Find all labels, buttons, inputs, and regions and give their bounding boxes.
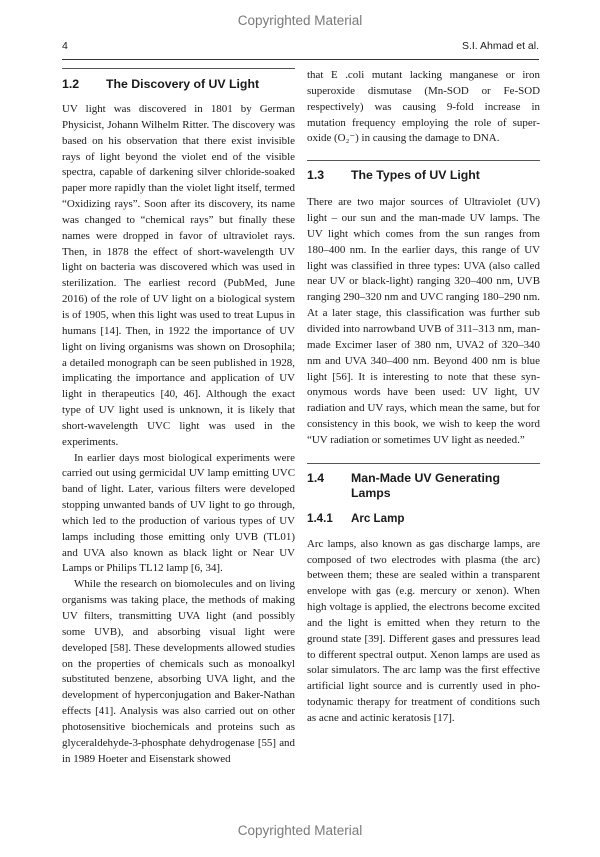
watermark-top: Copyrighted Material <box>237 13 363 28</box>
section-rule <box>307 463 540 464</box>
subsection-title: Arc Lamp <box>351 511 405 525</box>
section-number: 1.2 <box>62 77 80 91</box>
section-heading-1-3 <box>307 168 540 183</box>
section-heading-1-4 <box>307 471 540 501</box>
paragraph: There are two major sources of Ultraviolet (UV) light – our sun and the man-made UV lamps. The UV light which comes from the sun ranges from 180–400 nm. In the earlier days, this range of UV light was classified in three types: UVA (also called near UV or black-light) ranging 320–400 nm, UVB ranging 290–320 nm and UVC ranging 180–290 nm. At a later stage, this classification was further sub divided into narrowband UVB of 311–313 nm, man-made Excimer laser of 380 nm, UVA2 of 320–340 nm and UVA 340–400 nm. Beyond 400 nm is blue light [56]. It is interesting to note that these synonymous words have been used: UV light, UV radiation and UV rays, which mean the same, but for consistency in this book, we wish to keep the word “UV radiation or sometimes UV light as needed.” <box>307 196 540 446</box>
paragraph: While the research on biomolecules and on living organisms was taking place, the methods of making UV filters, transmitting UVA light (and possibly some UVB), and absorbing visual light were developed [58]. These developments allowed studies on the properties of chemicals such as monoalkyl substituted benzene, absorbing UVA light, and the development of hyperconjugation and Baker-Nathan effects [41]. Analysis was also carried out on other photosensitive biochemicals and proteins such as glyceraldehyde-3-phosphate dehydrogenase [55] and in 1989 Hoeter and Eisenstark showed <box>62 578 295 765</box>
subsection-number: 1.4.1 <box>307 511 333 525</box>
section-number: 1.4 <box>307 470 325 485</box>
section-title: The Discovery of UV Light <box>106 77 260 91</box>
section-title: The Types of UV Light <box>351 168 480 183</box>
subsection-heading-1-4-1 <box>307 511 540 526</box>
watermark-bottom: Copyrighted Material <box>237 823 363 838</box>
section-rule <box>62 68 295 69</box>
paragraph: UV light was discovered in 1801 by German Physicist, Johann Wilhelm Ritter. The discovery was based on his observation that there exist invisible rays of light beyond the violet end of the visible spectra, capable of darkening silver chloride-soaked paper more rapidly than the violet light itself, termed “Oxidizing rays”. Soon after its discovery, its name was changed to “chemical rays” but finally these names were dropped in favor of ultraviolet rays. Then, in 1878 the effect of short-wavelength UV light on bacteria was discovered which was used in sterilization. The earliest record (PubMed, June 2016) of the role of UV light on a biological system is of 1905, when this light was used to treat Lupus in humans [14]. Then, in 1922 the importance of UV light on living organisms was shown on Drosophila; a detailed monograph can be seen published in 1928, implicating the importance and application of UV light in therapeutics [40, 46]. Although the exact type of UV light used is unknown, it is likely that short-wavelength UVC light was used in the experiments. <box>62 103 295 448</box>
section-title: Man-Made UV Generating Lamps <box>351 470 500 500</box>
section-rule <box>307 160 540 161</box>
page-number: 4 <box>62 40 68 52</box>
right-column <box>307 68 540 727</box>
section-number: 1.3 <box>307 168 325 183</box>
left-column <box>62 68 295 767</box>
running-head <box>62 40 539 56</box>
paragraph-continuation: that E .coli mutant lacking manganese or iron superoxide dismutase (Mn-SOD or Fe-SOD respectively) was causing 9-fold increase in mutation frequency employing the role of superoxide (O₂⁻) in causing the damage to DNA. <box>307 69 540 145</box>
running-head-authors: S.I. Ahmad et al. <box>461 40 539 52</box>
section-heading-1-2 <box>62 77 295 92</box>
paragraph: In earlier days most biological experiments were carried out using germicidal UV lamp emitting UVC band of light. Later, various filters were developed stopping unwanted bands of UV light to go through, which led to the production of various types of UV lamps including those emitting only UVB (TL01) and UVA also known as black light or Near UV Lamps or Philips TL12 lamp [6, 34]. <box>62 451 295 575</box>
paragraph: Arc lamps, also known as gas discharge lamps, are composed of two electrodes with plasma (the arc) between them; these are sealed within a transparent envelope with gas (e.g. mercury or xenon). When high voltage is applied, the electrons become excited and the light is emitted when they return to the ground state [39]. Different gases and pressures lead to different spectral output. Xenon lamps are used as solar simulators. The arc lamp was the first effective artificial light source and is currently used in photodynamic therapy for treatment of conditions such as acne and actinic keratosis [17]. <box>307 537 540 724</box>
header-rule <box>62 59 539 60</box>
